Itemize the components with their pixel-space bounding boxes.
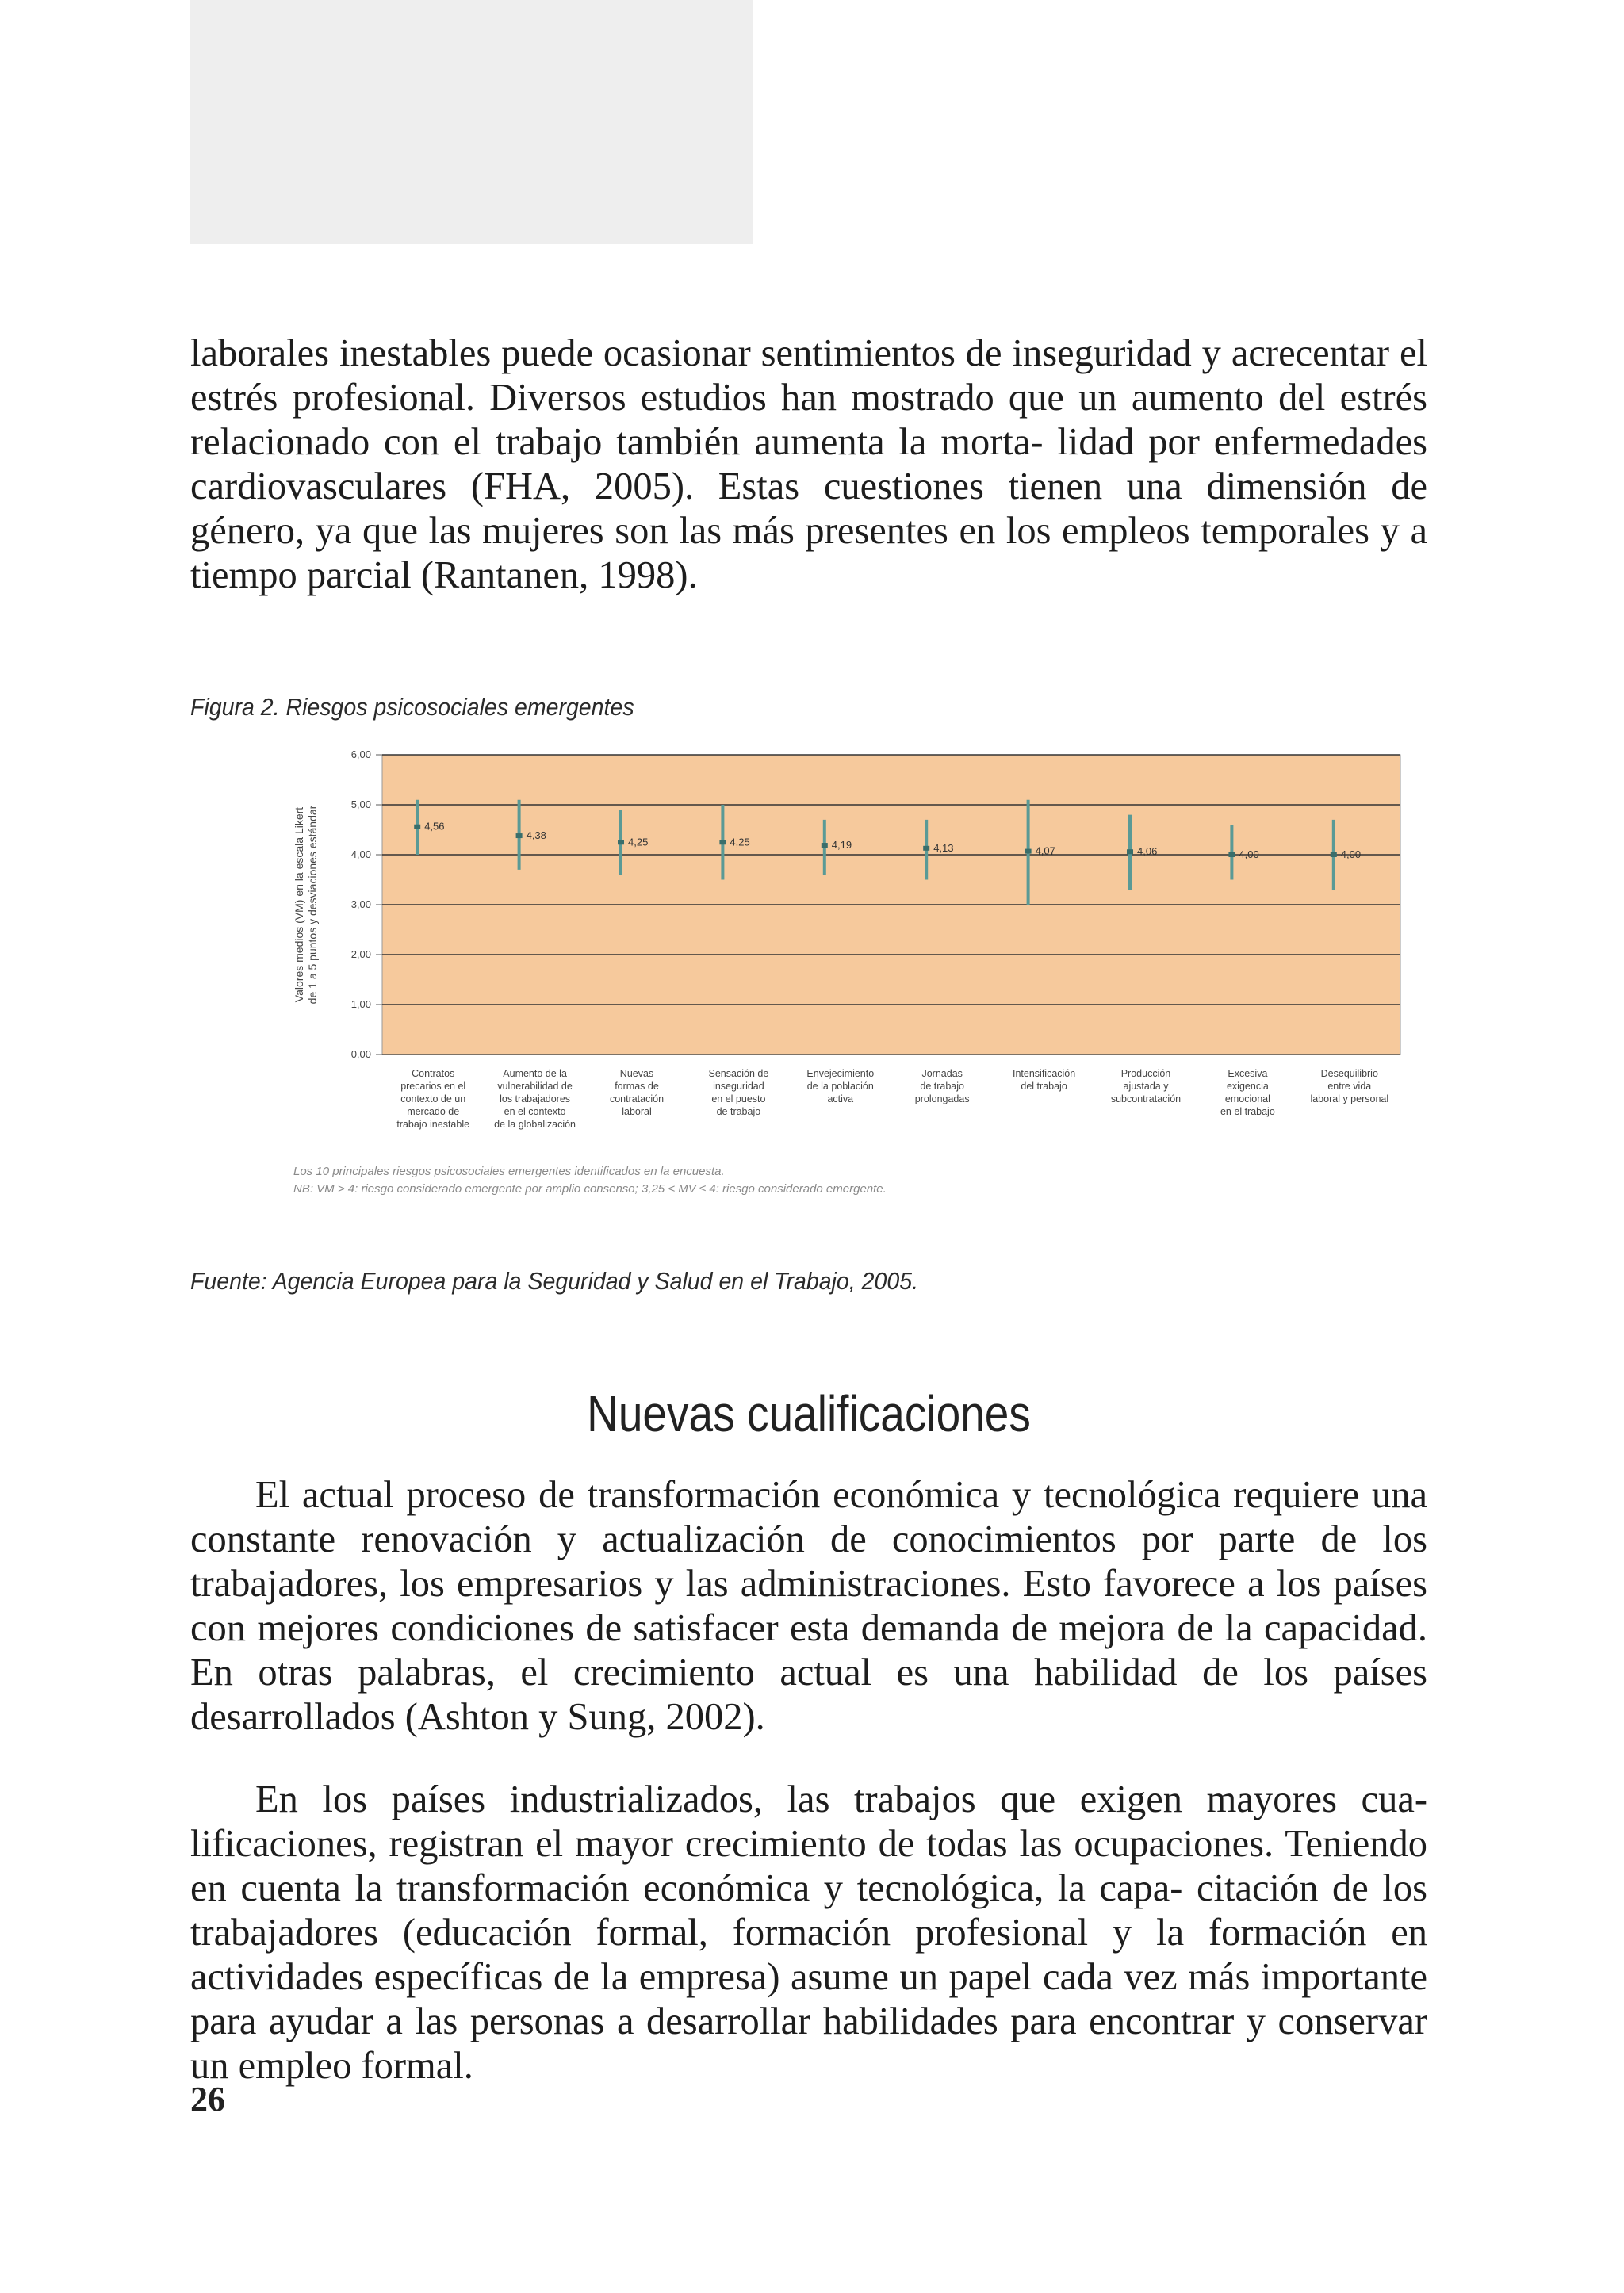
value-label: 4,56: [424, 820, 445, 833]
value-label: 4,19: [831, 839, 852, 852]
y-tick-label: 1,00: [350, 998, 371, 1010]
value-label: 4,06: [1137, 845, 1158, 858]
figure-source: Fuente: Agencia Europea para la Seguridad y Salud en el Trabajo, 2005.: [190, 1267, 919, 1295]
x-category-label: emocional: [1224, 1093, 1270, 1104]
value-label: 4,13: [933, 841, 954, 854]
y-tick-label: 4,00: [350, 848, 371, 860]
text-line: En los países industrializados, las trabajos que exigen mayores cua-: [255, 1778, 1427, 1820]
text-line: los países con mejores condiciones de satisfacer esta demanda de mejora: [190, 1563, 1428, 1649]
x-category-label: contratación: [609, 1093, 665, 1104]
paragraph-renewal: [190, 1473, 1427, 1740]
paragraph-industrialized: [190, 1778, 1427, 2088]
x-category-label: contexto de un: [400, 1093, 466, 1104]
x-category-label: Intensificación: [1012, 1068, 1076, 1079]
x-category-label: Jornadas: [921, 1068, 963, 1079]
x-category-label: ajustada y: [1123, 1081, 1169, 1092]
figure-note: Los 10 principales riesgos psicosociales emergentes identificados en la encuesta.: [293, 1165, 725, 1178]
x-category-label: inseguridad: [713, 1081, 764, 1092]
x-category-label: de trabajo: [716, 1106, 761, 1117]
value-label: 4,07: [1035, 844, 1055, 857]
text-line: los trabajadores, los empresarios y las administraciones. Esto favorece a: [190, 1518, 1428, 1605]
x-category-label: en el contexto: [504, 1106, 566, 1117]
value-label: 4,00: [1239, 848, 1259, 860]
x-category-label: precarios en el: [400, 1081, 466, 1092]
y-tick-label: 2,00: [350, 948, 371, 960]
text-line: aumento del estrés relacionado con el trabajo también aumenta la morta-: [190, 377, 1428, 463]
text-line: lidad por enfermedades cardiovasculares (FHA, 2005). Estas cuestiones: [190, 421, 1427, 507]
y-tick-label: 3,00: [350, 898, 371, 910]
figure-caption: Figura 2. Riesgos psicosociales emergentes: [190, 693, 634, 721]
value-label: 4,25: [730, 836, 750, 848]
x-category-label: de la globalización: [494, 1119, 576, 1130]
text-line: lificaciones, registran el mayor crecimiento de todas las ocupaciones.: [190, 1823, 1274, 1865]
x-category-label: exigencia: [1226, 1081, 1269, 1092]
x-category-label: subcontratación: [1110, 1093, 1182, 1104]
x-category-label: en el puesto: [711, 1093, 766, 1104]
text-line: una constante renovación y actualización de conocimientos por parte de: [190, 1474, 1428, 1560]
x-category-label: Aumento de la: [503, 1068, 567, 1079]
x-category-label: trabajo inestable: [396, 1119, 470, 1130]
header-placeholder-box: [190, 0, 753, 244]
mean-marker: [1025, 849, 1032, 854]
text-line: citación de los trabajadores (educación formal, formación profesional y la: [190, 1867, 1428, 1954]
text-line: vez más importante para ayudar a las personas a desarrollar habilidades: [190, 1956, 1427, 2042]
x-category-label: del trabajo: [1021, 1081, 1067, 1092]
text-line: en los empleos temporales y a tiempo parcial (Rantanen, 1998).: [190, 510, 1427, 596]
text-line: Teniendo en cuenta la transformación económica y tecnológica, la capa-: [190, 1823, 1427, 1909]
x-category-label: los trabajadores: [500, 1093, 571, 1104]
x-category-label: Excesiva: [1228, 1068, 1268, 1079]
page-number: 26: [190, 2080, 225, 2119]
x-category-label: de trabajo: [920, 1081, 965, 1092]
figure-note: NB: VM > 4: riesgo considerado emergente por amplio consenso; 3,25 < MV ≤ 4: riesgo considerado emergente.: [293, 1182, 887, 1196]
x-category-label: prolongadas: [914, 1093, 970, 1104]
x-category-label: Desequilibrio: [1320, 1068, 1378, 1079]
x-category-label: en el trabajo: [1220, 1106, 1275, 1117]
x-category-label: Nuevas: [619, 1068, 654, 1079]
text-line: El actual proceso de transformación económica y tecnológica requiere: [255, 1474, 1360, 1516]
section-title: Nuevas cualificaciones: [587, 1385, 1031, 1442]
mean-marker: [516, 833, 523, 838]
x-category-label: Contratos: [412, 1068, 455, 1079]
x-category-label: mercado de: [407, 1106, 460, 1117]
x-category-label: laboral: [622, 1106, 652, 1117]
mean-marker: [1127, 849, 1133, 854]
mean-marker: [822, 843, 828, 848]
mean-marker: [1331, 852, 1337, 857]
top-paragraph: [190, 331, 1427, 598]
x-category-label: formas de: [615, 1081, 659, 1092]
x-category-label: activa: [827, 1093, 854, 1104]
y-tick-label: 5,00: [350, 798, 371, 810]
text-line: para encontrar y conservar un empleo formal.: [190, 2000, 1428, 2087]
value-label: 4,38: [526, 829, 546, 842]
text-line: de la capacidad. En otras palabras, el crecimiento actual es una habilidad: [190, 1607, 1428, 1694]
x-category-label: Envejecimiento: [806, 1068, 875, 1079]
y-axis-label: [293, 805, 319, 1004]
emerging-risks-chart: [278, 737, 1419, 1229]
value-label: 4,25: [628, 836, 649, 848]
text-line: laborales inestables puede ocasionar sentimientos de inseguridad y: [190, 332, 1221, 374]
text-line: formación en actividades específicas de la empresa) asume un papel cada: [190, 1912, 1427, 1998]
x-category-label: Producción: [1120, 1068, 1171, 1079]
value-label: 4,00: [1340, 848, 1362, 860]
x-category-label: entre vida: [1327, 1081, 1372, 1092]
text-line: de los países desarrollados (Ashton y Sung, 2002).: [190, 1652, 1428, 1738]
text-line: tienen una dimensión de género, ya que las mujeres son las más presentes: [190, 465, 1427, 552]
x-category-label: de la población: [806, 1081, 874, 1092]
x-category-label: vulnerabilidad de: [497, 1081, 573, 1092]
mean-marker: [414, 825, 420, 829]
y-axis-label-line: Valores medios (VM) en la escala Likert: [293, 806, 305, 1003]
y-tick-label: 0,00: [350, 1048, 371, 1060]
x-category-label: Sensación de: [708, 1068, 769, 1079]
text-line: acrecentar el estrés profesional. Diversos estudios han mostrado que un: [190, 332, 1427, 419]
y-tick-label: 6,00: [350, 748, 371, 760]
x-category-label: laboral y personal: [1310, 1093, 1389, 1104]
mean-marker: [618, 840, 624, 844]
mean-marker: [923, 846, 929, 851]
y-axis-label-line: de 1 a 5 puntos y desviaciones estándar: [306, 805, 319, 1005]
mean-marker: [719, 840, 726, 844]
mean-marker: [1228, 852, 1235, 857]
